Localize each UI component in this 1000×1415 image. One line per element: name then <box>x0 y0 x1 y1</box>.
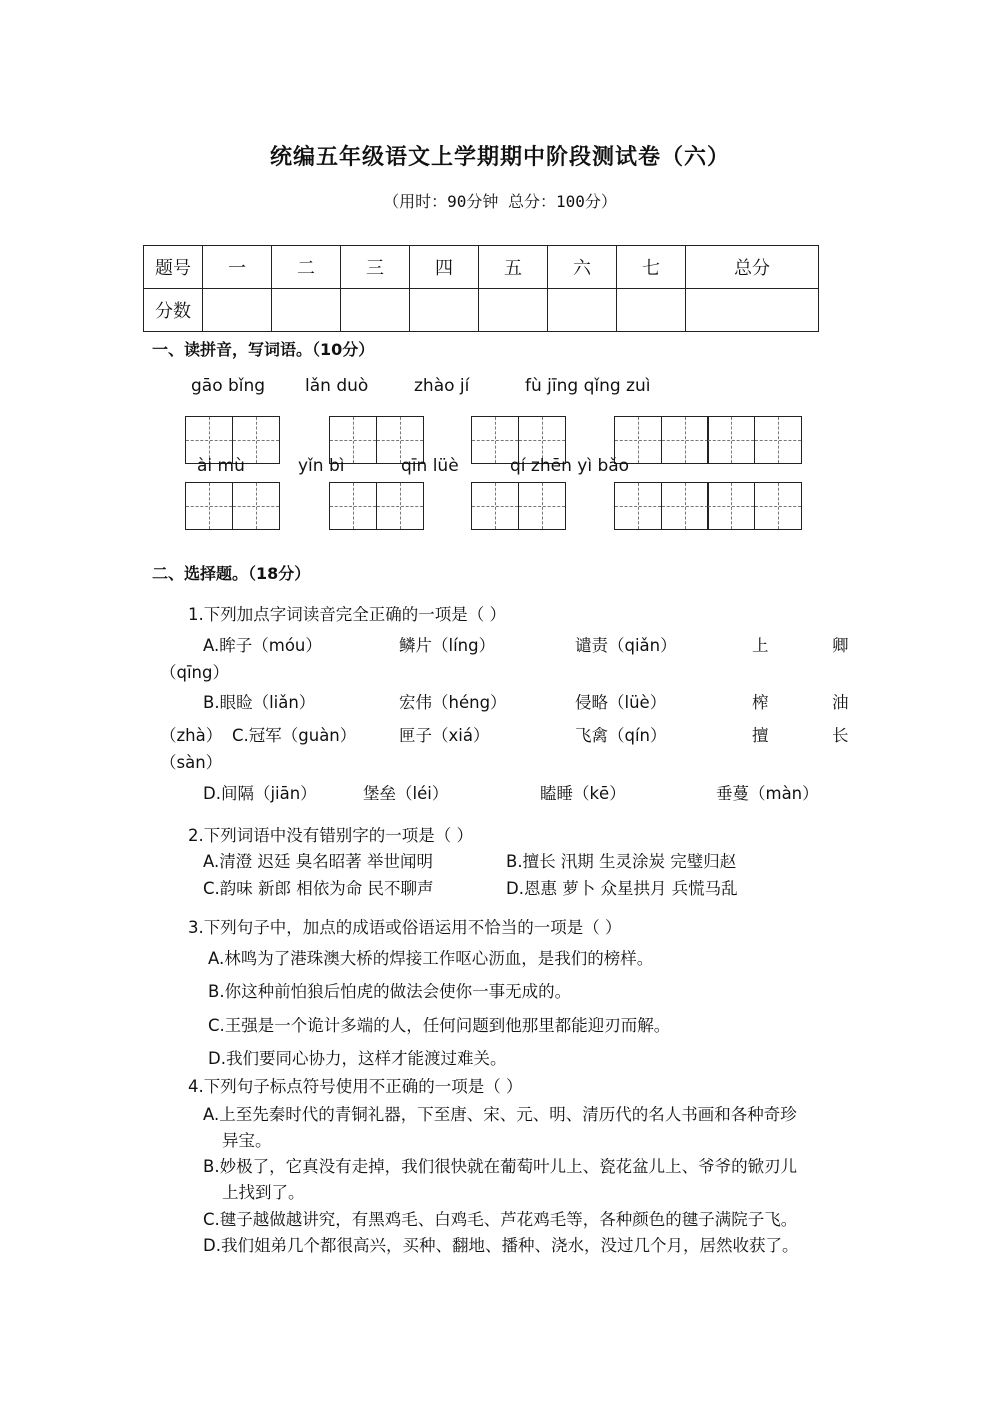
q1-stem: 1.下列加点字词读音完全正确的一项是（ ） <box>188 605 506 624</box>
pinyin-6: yǐn bì <box>298 456 345 476</box>
q1-option-c-2: 匣子（xiá） <box>399 726 490 745</box>
q1-option-b-4c: （zhà） <box>160 726 223 745</box>
q1-option-a: A.眸子（móu） <box>203 636 322 655</box>
score-cell[interactable] <box>341 289 410 332</box>
q2-option-a: A.清澄 迟廷 臭名昭著 举世闻明 <box>203 852 433 871</box>
score-table-col-total: 总分 <box>686 246 819 289</box>
q1-option-c-4c: （sàn） <box>160 753 223 772</box>
writing-grid-8[interactable] <box>614 482 800 530</box>
page-subtitle: （用时：90分钟 总分：100分） <box>383 192 617 211</box>
writing-cell[interactable] <box>614 482 662 530</box>
writing-cell[interactable] <box>185 482 233 530</box>
q2-option-c: C.韵味 新郎 相依为命 民不聊声 <box>203 879 434 898</box>
q3-option-b: B.你这种前怕狼后怕虎的做法会使你一事无成的。 <box>208 982 572 1001</box>
q1-option-b-4b: 油 <box>832 693 849 712</box>
score-cell[interactable] <box>479 289 548 332</box>
q1-option-a-2: 鳞片（líng） <box>399 636 496 655</box>
writing-cell[interactable] <box>329 482 377 530</box>
score-cell[interactable] <box>203 289 272 332</box>
q1-option-a-4c: （qīng） <box>160 663 229 682</box>
q4-stem: 4.下列句子标点符号使用不正确的一项是（ ） <box>188 1077 523 1096</box>
score-table <box>143 245 819 332</box>
writing-cell[interactable] <box>518 482 566 530</box>
writing-cell[interactable] <box>232 482 280 530</box>
pinyin-8: qí zhēn yì bǎo <box>510 456 630 476</box>
writing-grid-4[interactable] <box>614 416 800 464</box>
q1-option-b-4a: 榨 <box>752 693 769 712</box>
q4-option-a: A.上至先秦时代的青铜礼器，下至唐、宋、元、明、清历代的名人书画和各种奇珍 <box>203 1105 797 1124</box>
q1-option-b-3: 侵略（lüè） <box>575 693 667 712</box>
score-cell[interactable] <box>617 289 686 332</box>
q4-option-c: C.毽子越做越讲究，有黑鸡毛、白鸡毛、芦花鸡毛等，各种颜色的毽子满院子飞。 <box>203 1210 798 1229</box>
writing-cell[interactable] <box>754 482 802 530</box>
score-table-col-6: 六 <box>548 246 617 289</box>
score-table-col-4: 四 <box>410 246 479 289</box>
pinyin-2: lǎn duò <box>305 376 369 396</box>
score-table-score-row <box>144 289 819 332</box>
writing-cell[interactable] <box>707 482 755 530</box>
q1-option-d-4: 垂蔓（màn） <box>716 784 819 803</box>
writing-grid-6[interactable] <box>329 482 422 530</box>
score-table-row1-label: 题号 <box>144 246 203 289</box>
score-table-header-row <box>144 246 819 289</box>
section2-heading: 二、选择题。（18分） <box>152 564 311 583</box>
writing-grid-5[interactable] <box>185 482 278 530</box>
pinyin-4: fù jīng qǐng zuì <box>525 376 651 396</box>
q1-option-c-3: 飞禽（qín） <box>575 726 667 745</box>
pinyin-3: zhào jí <box>414 376 470 396</box>
score-table-col-1: 一 <box>203 246 272 289</box>
q1-option-b-2: 宏伟（héng） <box>399 693 507 712</box>
writing-cell[interactable] <box>471 482 519 530</box>
q2-stem: 2.下列词语中没有错别字的一项是（ ） <box>188 826 473 845</box>
q4-option-b: B.妙极了，它真没有走掉，我们很快就在葡萄叶儿上、瓷花盆儿上、爷爷的锨刃儿 <box>203 1157 798 1176</box>
q3-option-a: A.林鸣为了港珠澳大桥的焊接工作呕心沥血，是我们的榜样。 <box>208 949 654 968</box>
writing-cell[interactable] <box>707 416 755 464</box>
writing-cell[interactable] <box>661 482 709 530</box>
writing-cell[interactable] <box>661 416 709 464</box>
q1-option-d-3: 瞌睡（kē） <box>540 784 626 803</box>
q1-option-c-4a: 擅 <box>752 726 769 745</box>
q3-option-c: C.王强是一个诡计多端的人，任何问题到他那里都能迎刃而解。 <box>208 1016 671 1035</box>
writing-cell[interactable] <box>754 416 802 464</box>
page-title: 统编五年级语文上学期期中阶段测试卷（六） <box>269 145 730 170</box>
section1-heading: 一、读拼音，写词语。（10分） <box>152 340 375 359</box>
score-table-row2-label: 分数 <box>144 289 203 332</box>
score-cell[interactable] <box>410 289 479 332</box>
score-cell[interactable] <box>686 289 819 332</box>
pinyin-5: ài mù <box>197 456 245 476</box>
writing-cell[interactable] <box>376 482 424 530</box>
q4-option-a-cont: 异宝。 <box>222 1131 272 1150</box>
q1-option-b: B.眼睑（liǎn） <box>203 693 316 712</box>
score-table-col-3: 三 <box>341 246 410 289</box>
score-table-col-7: 七 <box>617 246 686 289</box>
score-table-col-2: 二 <box>272 246 341 289</box>
q1-option-c-4b: 长 <box>832 726 849 745</box>
q1-option-a-3: 谴责（qiǎn） <box>575 636 677 655</box>
q1-option-a-4b: 卿 <box>832 636 849 655</box>
q3-option-d: D.我们要同心协力，这样才能渡过难关。 <box>208 1049 507 1068</box>
q2-option-b: B.擅长 汛期 生灵涂炭 完璧归赵 <box>506 852 737 871</box>
q1-option-d: D.间隔（jiān） <box>203 784 317 803</box>
q4-option-b-cont: 上找到了。 <box>222 1183 305 1202</box>
score-table-col-5: 五 <box>479 246 548 289</box>
pinyin-7: qīn lüè <box>401 456 459 476</box>
score-cell[interactable] <box>548 289 617 332</box>
q1-option-c: C.冠军（guàn） <box>232 726 357 745</box>
score-cell[interactable] <box>272 289 341 332</box>
writing-grid-7[interactable] <box>471 482 564 530</box>
q4-option-d: D.我们姐弟几个都很高兴，买种、翻地、播种、浇水，没过几个月，居然收获了。 <box>203 1236 799 1255</box>
q2-option-d: D.恩惠 萝卜 众星拱月 兵慌马乱 <box>506 879 738 898</box>
pinyin-1: gāo bǐng <box>191 376 266 396</box>
q3-stem: 3.下列句子中，加点的成语或俗语运用不恰当的一项是（ ） <box>188 918 622 937</box>
q1-option-d-2: 堡垒（léi） <box>363 784 449 803</box>
q1-option-a-4a: 上 <box>752 636 769 655</box>
